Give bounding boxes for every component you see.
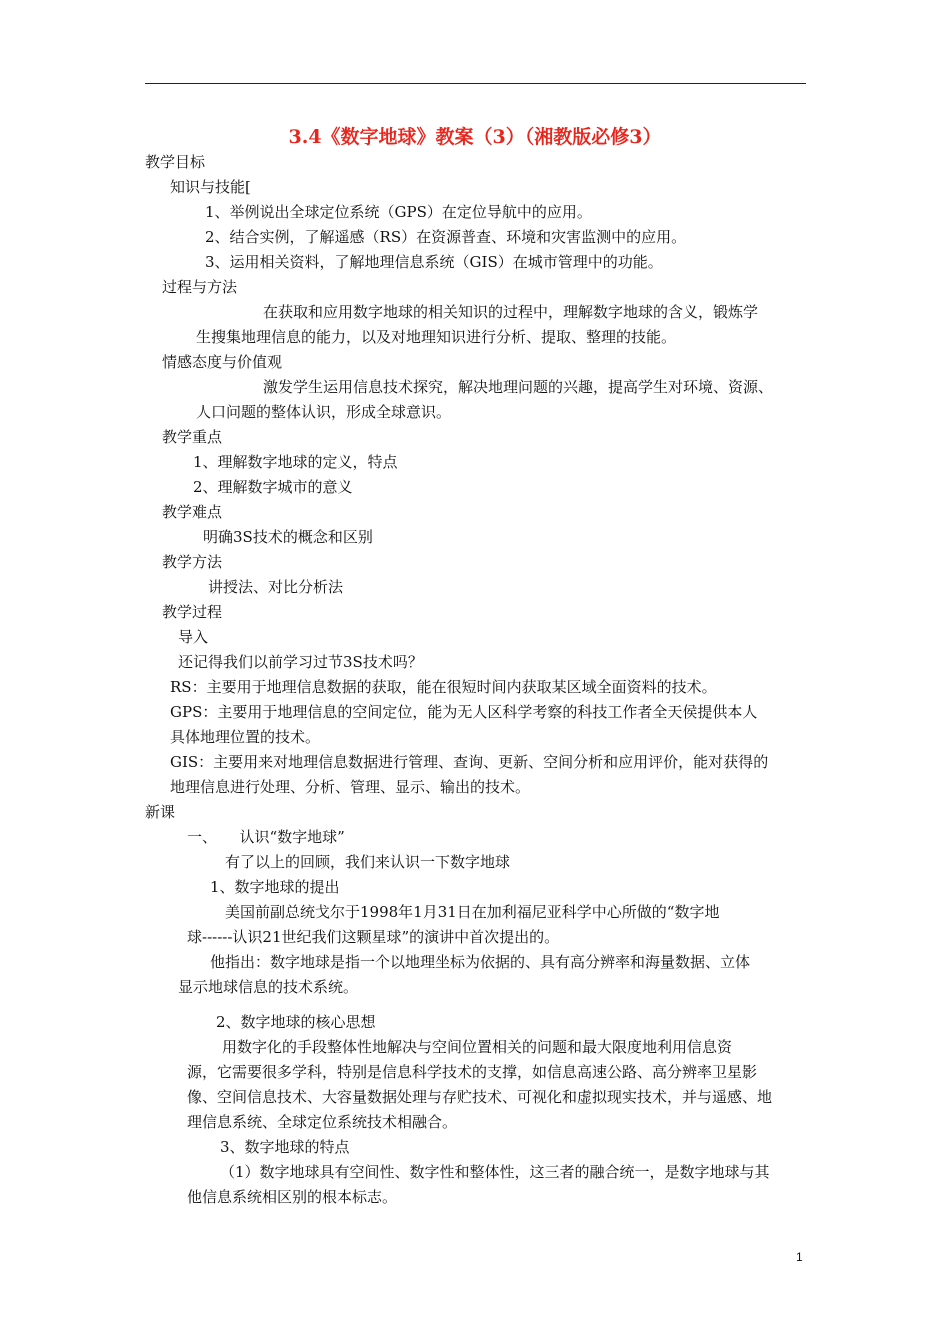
text-line: 像、空间信息技术、大容量数据处理与存贮技术、可视化和虚拟现实技术，并与遥感、地 [187,1088,773,1106]
text-line: 2、结合实例，了解遥感（RS）在资源普查、环境和灾害监测中的应用。 [205,228,687,246]
text-line: GIS：主要用来对地理信息数据进行管理、查询、更新、空间分析和应用评价，能对获得的 [170,753,769,771]
text-line: 源，它需要很多学科，特别是信息科学技术的支撑，如信息高速公路、高分辨率卫星影 [187,1063,758,1081]
document-title: 3.4《数字地球》教案（3）（湘教版必修3） [288,126,662,148]
text-line: 新课 [145,803,176,821]
text-line: 导入 [178,628,209,646]
text-line: GPS：主要用于地理信息的空间定位，能为无人区科学考察的科技工作者全天侯提供本人 [170,703,758,721]
text-line: 知识与技能[ [170,178,251,196]
text-line: 3、数字地球的特点 [220,1138,350,1156]
text-line: 讲授法、对比分析法 [208,578,344,596]
page-number: 1 [796,1250,803,1264]
text-line: 教学过程 [162,603,223,621]
text-line: 理信息系统、全球定位系统技术相融合。 [187,1113,458,1131]
text-line: 教学难点 [162,503,223,521]
text-line: 教学目标 [145,153,206,171]
text-line: 人口问题的整体认识，形成全球意识。 [196,403,452,421]
text-line: 还记得我们以前学习过节3S技术吗？ [178,653,423,671]
text-line: 1、理解数字地球的定义，特点 [193,453,398,471]
text-line: 情感态度与价值观 [162,353,283,371]
text-line: 球------认识21世纪我们这颗星球”的演讲中首次提出的。 [187,928,560,946]
text-line: （1）数字地球具有空间性、数字性和整体性，这三者的融合统一，是数字地球与其 [220,1163,770,1181]
text-line: 地理信息进行处理、分析、管理、显示、输出的技术。 [170,778,531,796]
text-line: 具体地理位置的技术。 [170,728,321,746]
text-line: 1、举例说出全球定位系统（GPS）在定位导航中的应用。 [205,203,592,221]
text-line: 美国前副总统戈尔于1998年1月31日在加利福尼亚科学中心所做的“数字地 [225,903,720,921]
header-rule [145,83,806,84]
text-line: 过程与方法 [162,278,238,296]
text-line: 在获取和应用数字地球的相关知识的过程中，理解数字地球的含义，锻炼学 [263,303,759,321]
text-line: 用数字化的手段整体性地解决与空间位置相关的问题和最大限度地利用信息资 [222,1038,733,1056]
text-line: 他指出：数字地球是指一个以地理坐标为依据的、具有高分辨率和海量数据、立体 [210,953,751,971]
text-line: 2、理解数字城市的意义 [193,478,353,496]
text-line: 3、运用相关资料，了解地理信息系统（GIS）在城市管理中的功能。 [205,253,663,271]
text-line: 一、 认识“数字地球” [187,828,345,846]
text-line: RS：主要用于地理信息数据的获取，能在很短时间内获取某区域全面资料的技术。 [170,678,717,696]
text-line: 1、数字地球的提出 [210,878,340,896]
text-line: 他信息系统相区别的根本标志。 [187,1188,398,1206]
text-line: 显示地球信息的技术系统。 [178,978,359,996]
text-line: 有了以上的回顾，我们来认识一下数字地球 [225,853,511,871]
text-line: 教学方法 [162,553,223,571]
text-line: 教学重点 [162,428,223,446]
text-line: 明确3S技术的概念和区别 [203,528,373,546]
text-line: 生搜集地理信息的能力，以及对地理知识进行分析、提取、整理的技能。 [196,328,677,346]
text-line: 2、数字地球的核心思想 [216,1013,376,1031]
text-line: 激发学生运用信息技术探究，解决地理问题的兴趣，提高学生对环境、资源、 [263,378,774,396]
